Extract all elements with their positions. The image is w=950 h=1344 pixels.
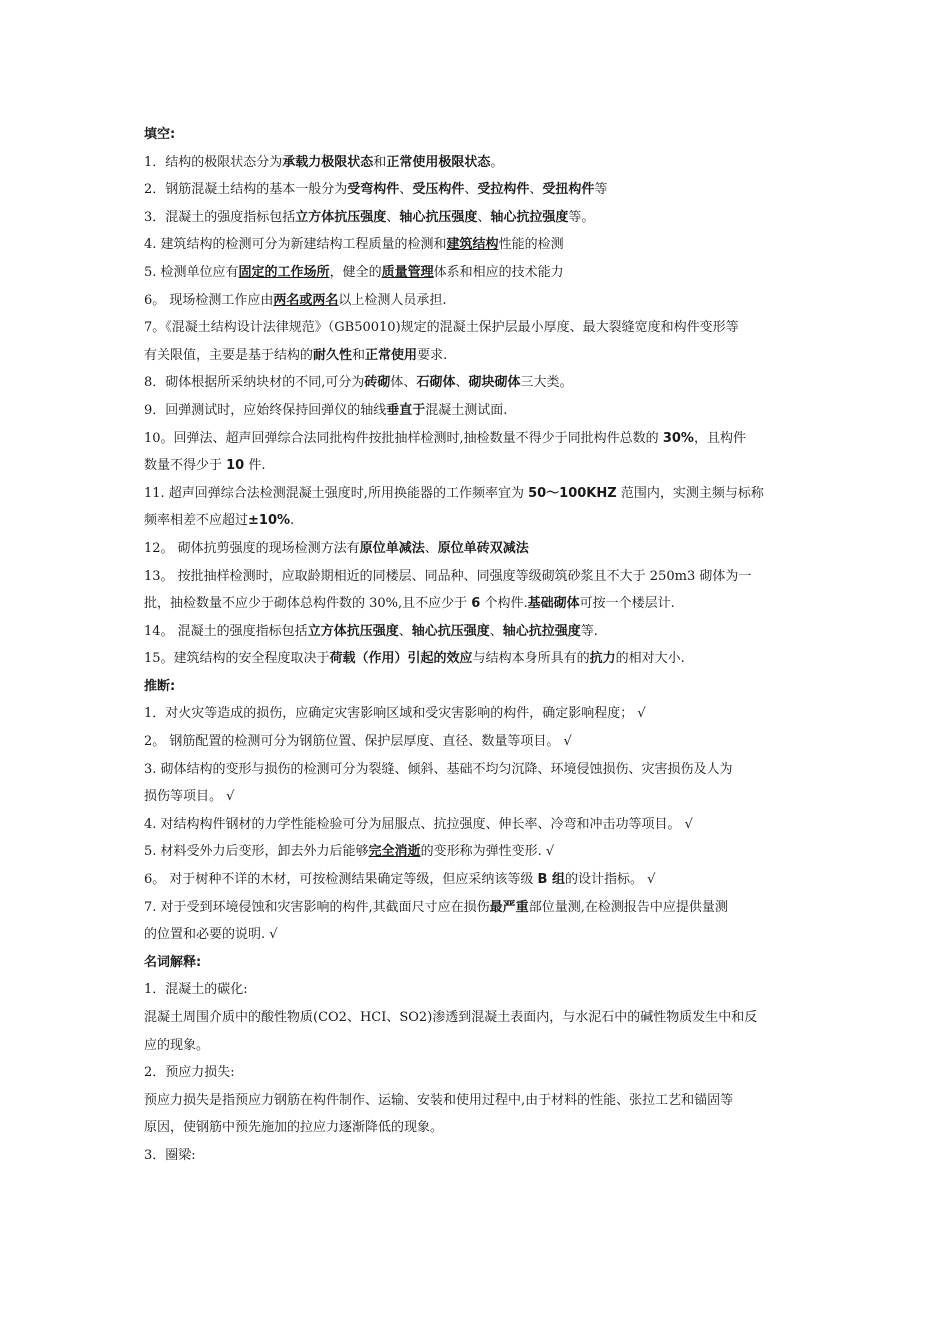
text-segment: 的相对大小.: [615, 651, 685, 667]
text-segment: 15。建筑结构的安全程度取决于: [144, 651, 330, 667]
emphasized-term: 垂直于: [386, 402, 426, 418]
section-heading: 填空:: [144, 127, 176, 142]
text-line: [144, 645, 830, 673]
text-line: [144, 838, 830, 866]
text-segment: 7。《混凝土结构设计法律规范》（GB50010)规定的混凝土保护层最小厚度、最大裂缝宽度和构件变形等: [144, 320, 739, 336]
emphasized-term: 原位单减法: [359, 540, 425, 556]
emphasized-term: 抗力: [589, 651, 616, 667]
text-segment: 混凝土周围介质中的酸性物质(CO2、HCI、SO2)渗透到混凝土表面内，与水泥石中的碱性物质发生中和反: [144, 1010, 758, 1025]
emphasized-term: 基础砌体: [527, 596, 580, 612]
text-segment: 、: [424, 540, 438, 556]
text-line: [144, 1087, 830, 1115]
text-segment: 等: [594, 182, 608, 198]
text-line: [144, 700, 830, 728]
emphasized-term: 10: [226, 458, 245, 474]
emphasized-term: 受拉构件: [477, 182, 530, 198]
text-segment: 数量不得少于: [144, 458, 227, 474]
text-segment: 、: [386, 209, 400, 225]
text-line: [144, 535, 830, 563]
text-segment: 损伤等项目。 √: [144, 789, 235, 805]
section-heading: 推断:: [144, 678, 176, 694]
emphasized-term: B 组: [537, 872, 565, 888]
emphasized-term: 6: [471, 596, 481, 612]
text-line: [144, 369, 830, 397]
emphasized-term: 砌块砌体: [468, 375, 521, 391]
emphasized-term: 正常使用极限状态: [386, 154, 491, 170]
text-segment: 混凝土测试面.: [425, 402, 508, 418]
text-segment: 体、: [390, 375, 417, 391]
text-segment: 1．结构的极限状态分为: [144, 154, 283, 170]
text-line: [144, 783, 830, 811]
emphasized-term: 轴心抗压强度: [399, 209, 478, 225]
emphasized-term: 建筑结构: [446, 237, 499, 253]
text-line: [144, 176, 830, 204]
text-segment: 3. 砌体结构的变形与损伤的检测可分为裂缝、倾斜、基础不均匀沉降、环境侵蚀损伤、灾害损伤及人为: [144, 761, 733, 777]
text-line: [144, 756, 830, 784]
text-segment: 2。 钢筋配置的检测可分为钢筋位置、保护层厚度、直径、数量等项目。 √: [144, 734, 572, 750]
emphasized-term: 受弯构件: [347, 182, 400, 198]
text-line: [144, 1004, 830, 1032]
text-segment: 3．圈梁:: [144, 1147, 196, 1163]
text-segment: 7. 对于受到环境侵蚀和灾害影响的构件,其截面尺寸应在损伤: [144, 899, 490, 915]
text-segment: 预应力损失是指预应力钢筋在构件制作、运输、安装和使用过程中,由于材料的性能、张拉工艺和锚固等: [144, 1092, 734, 1108]
emphasized-term: 轴心抗压强度: [411, 623, 490, 639]
text-line: [144, 1142, 830, 1170]
text-segment: 2．预应力损失:: [144, 1065, 235, 1081]
text-segment: 1．对火灾等造成的损伤，应确定灾害影响区域和受灾害影响的构件，确定影响程度； √: [144, 706, 646, 722]
text-line: [144, 149, 830, 177]
text-segment: 4. 对结构构件钢材的力学性能检验可分为屈服点、抗拉强度、伸长率、冷弯和冲击功等项目。 √: [144, 816, 693, 832]
emphasized-term: 受压构件: [412, 182, 465, 198]
text-segment: 件.: [244, 458, 266, 474]
text-segment: 的变形称为弹性变形. √: [420, 844, 555, 860]
text-segment: 3．混凝土的强度指标包括: [144, 209, 296, 225]
text-segment: 有关限值，主要是基于结构的: [144, 347, 314, 363]
text-segment: 1．混凝土的碳化:: [144, 982, 248, 998]
emphasized-term: 完全消逝: [368, 844, 421, 860]
text-segment: 三大类。: [520, 375, 573, 391]
text-segment: 。: [490, 154, 504, 170]
text-segment: .: [290, 513, 295, 529]
emphasized-term: 最严重: [489, 899, 529, 915]
text-segment: 频率相差不应超过: [144, 513, 249, 529]
text-segment: 、: [489, 623, 503, 639]
text-segment: 和: [352, 347, 366, 363]
text-line: [144, 507, 830, 535]
text-line: [144, 1032, 830, 1060]
text-line: [144, 342, 830, 370]
text-segment: 、: [464, 182, 478, 198]
emphasized-term: 两名或两名: [273, 292, 339, 308]
emphasized-term: 砖砌: [364, 375, 391, 391]
emphasized-term: 立方体抗压强度: [295, 209, 387, 225]
text-line: [144, 866, 830, 894]
text-segment: 14。 混凝土的强度指标包括: [144, 623, 308, 639]
text-segment: 8．砌体根据所采纳块材的不同,可分为: [144, 375, 365, 391]
emphasized-term: 耐久性: [313, 347, 353, 363]
text-segment: 9．回弹测试时，应始终保持回弹仪的轴线: [144, 402, 387, 418]
text-segment: 等。: [568, 209, 595, 225]
text-segment: 等.: [580, 623, 598, 639]
text-segment: 范围内，实测主频与标称: [616, 485, 764, 501]
emphasized-term: 轴心抗拉强度: [502, 623, 581, 639]
emphasized-term: 正常使用: [365, 347, 418, 363]
text-segment: 个构件.: [480, 596, 528, 612]
emphasized-term: 质量管理: [381, 264, 434, 280]
text-line: [144, 204, 830, 232]
text-segment: 5. 材料受外力后变形，卸去外力后能够: [144, 844, 369, 860]
text-segment: 12。 砌体抗剪强度的现场检测方法有: [144, 540, 360, 556]
text-line: [144, 563, 830, 591]
text-line: [144, 728, 830, 756]
text-segment: 、: [477, 209, 491, 225]
text-segment: 原因，使钢筋中预先施加的拉应力逐渐降低的现象。: [144, 1120, 444, 1136]
text-segment: 体系和相应的技术能力: [433, 264, 564, 280]
text-line: [144, 425, 830, 453]
text-line: [144, 1059, 830, 1087]
text-segment: 10。回弹法、超声回弹综合法同批构件按批抽样检测时,抽检数量不得少于同批构件总数的: [144, 430, 663, 446]
text-segment: 、: [398, 623, 412, 639]
text-segment: 和: [373, 154, 387, 170]
text-segment: 5. 检测单位应有: [144, 264, 239, 280]
text-line: [144, 1114, 830, 1142]
text-segment: 4. 建筑结构的检测可分为新建结构工程质量的检测和: [144, 237, 447, 253]
emphasized-term: 50～100KHZ: [528, 485, 617, 501]
emphasized-term: 固定的工作场所: [238, 264, 330, 280]
emphasized-term: 荷载（作用）引起的效应: [329, 651, 473, 667]
emphasized-term: 立方体抗压强度: [307, 623, 399, 639]
text-segment: 6。 现场检测工作应由: [144, 292, 274, 308]
text-line: [144, 480, 830, 508]
text-segment: 应的现象。: [144, 1037, 210, 1053]
text-segment: 批，抽检数量不应少于砌体总构件数的 30%,且不应少于: [144, 596, 472, 612]
text-segment: 与结构本身所具有的: [472, 651, 590, 667]
text-line: [144, 259, 830, 287]
text-line: [144, 976, 830, 1004]
text-segment: 要求.: [417, 347, 448, 363]
text-segment: 11. 超声回弹综合法检测混凝土强度时,所用换能器的工作频率宜为: [144, 485, 529, 501]
text-segment: 性能的检测: [498, 237, 564, 253]
text-line: [144, 452, 830, 480]
text-segment: 以上检测人员承担.: [338, 292, 447, 308]
text-segment: 的位置和必要的说明. √: [144, 927, 278, 943]
text-segment: 的设计指标。 √: [564, 872, 656, 888]
text-segment: 、: [529, 182, 543, 198]
emphasized-term: 原位单砖双减法: [437, 540, 529, 556]
text-segment: 6。 对于树种不详的木材，可按检测结果确定等级，但应采纳该等级: [144, 872, 538, 888]
text-line: [144, 397, 830, 425]
emphasized-term: 30%: [662, 430, 694, 446]
text-segment: ，且构件: [693, 430, 746, 446]
text-segment: 2．钢筋混凝土结构的基本一般分为: [144, 182, 348, 198]
text-segment: 13。 按批抽样检测时，应取龄期相近的同楼层、同品种、同强度等级砌筑砂浆且不大于 250m3 砌体为一: [144, 568, 752, 584]
text-line: [144, 314, 830, 342]
section-heading: 名词解释:: [144, 954, 202, 970]
text-line: [144, 811, 830, 839]
emphasized-term: 承载力极限状态: [282, 154, 374, 170]
text-line: [144, 590, 830, 618]
text-segment: 可按一个楼层计.: [579, 596, 675, 612]
text-segment: 、: [455, 375, 469, 391]
text-line: [144, 921, 830, 949]
emphasized-term: 受扭构件: [542, 182, 595, 198]
text-segment: 部位量测,在检测报告中应提供量测: [528, 899, 728, 915]
emphasized-term: 轴心抗拉强度: [490, 209, 569, 225]
text-segment: ，健全的: [329, 264, 382, 280]
text-line: [144, 894, 830, 922]
emphasized-term: ±10%: [248, 513, 291, 529]
text-line: [144, 231, 830, 259]
text-line: [144, 287, 830, 315]
text-segment: 、: [399, 182, 413, 198]
emphasized-term: 石砌体: [416, 375, 456, 391]
text-line: [144, 618, 830, 646]
